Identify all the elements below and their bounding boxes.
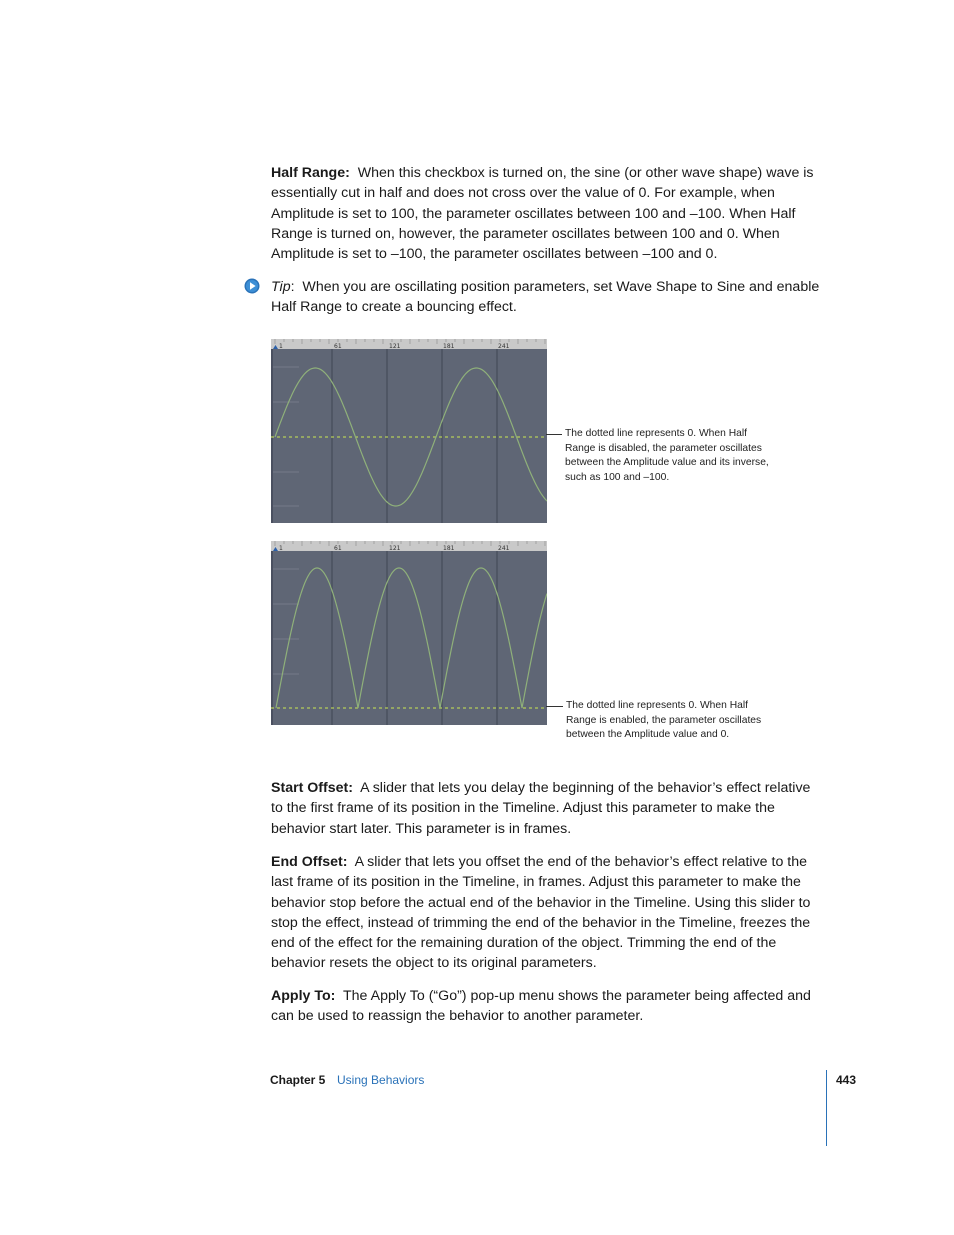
end-offset-paragraph: [271, 852, 823, 974]
half-range-term: Half Range:: [271, 165, 350, 181]
graph1-svg: [271, 339, 547, 523]
half-range-paragraph: [271, 163, 823, 264]
footer-chapter: Chapter 5: [270, 1073, 326, 1087]
start-offset-paragraph: [271, 778, 823, 839]
ruler-label-1: 1: [279, 343, 283, 350]
ruler-label-61: 61: [334, 343, 342, 350]
start-offset-text: A slider that lets you delay the beginning of the behavior’s effect relative to the first frame of its position in the Timeline. Adjust this parameter to make the behavior start later. This parameter is in frames.: [271, 780, 811, 837]
ruler-label-121: 121: [389, 545, 401, 552]
ruler-label-241: 241: [498, 343, 510, 350]
start-offset-term: Start Offset:: [271, 780, 353, 796]
ruler-label-241: 241: [498, 545, 510, 552]
graph2-leader-line: [546, 706, 563, 707]
tip-label: Tip: [271, 279, 291, 295]
tip-paragraph: Tip: When you are oscillating position parameters, set Wave Shape to Sine and enable Half Range to create a bouncing effect.: [271, 279, 820, 316]
ruler-label-181: 181: [443, 545, 455, 552]
graph2-caption: The dotted line represents 0. When Half Range is enabled, the parameter oscillates between the Amplitude value and 0.: [566, 700, 762, 741]
tip-text: When you are oscillating position parameters, set Wave Shape to Sine and enable Half Range to create a bouncing effect.: [271, 279, 820, 316]
end-offset-term: End Offset:: [271, 854, 348, 870]
ruler-label-121: 121: [389, 343, 401, 350]
graph2-svg: [271, 541, 547, 725]
ruler-label-181: 181: [443, 343, 455, 350]
graph1-caption: The dotted line represents 0. When Half Range is disabled, the parameter oscillates between the Amplitude value and its inverse, such as 100 and –100.: [565, 428, 769, 483]
ruler-label-61: 61: [334, 545, 342, 552]
footer-chapter-title[interactable]: Using Behaviors: [337, 1073, 425, 1087]
apply-to-paragraph: [271, 986, 823, 1027]
graph-half-range-enabled: [271, 541, 547, 725]
half-range-text: When this checkbox is turned on, the sine (or other wave shape) wave is essentially cut in half and does not cross over the value of 0. For example, when Amplitude is set to 100, the parameter oscillates between 100 and –100. When Half Range is turned on, however, the parameter oscillates between 100 and 0. When Amplitude is set to –100, the parameter oscillates between –100 and 0.: [271, 165, 814, 263]
tip-arrow-icon: [244, 278, 260, 294]
graph1-leader-line: [546, 434, 562, 435]
apply-to-term: Apply To:: [271, 988, 336, 1004]
apply-to-text: The Apply To (“Go”) pop-up menu shows the parameter being affected and can be used to reassign the behavior to another parameter.: [271, 988, 811, 1025]
page-number: 443: [836, 1073, 857, 1087]
ruler-label-1: 1: [279, 545, 283, 552]
graph-half-range-disabled: [271, 339, 547, 523]
end-offset-text: A slider that lets you offset the end of the behavior’s effect relative to the last frame of its position in the Timeline, in frames. Adjust this parameter to make the behavior stop before the actual end of the behavior in the Timeline. Using this slider to stop the effect, instead of trimming the end of the behavior in the Timeline, freezes the end of the effect for the remaining duration of the object. Trimming the end of the behavior resets the object to its original parameters.: [271, 854, 811, 972]
footer-divider: [826, 1070, 827, 1146]
